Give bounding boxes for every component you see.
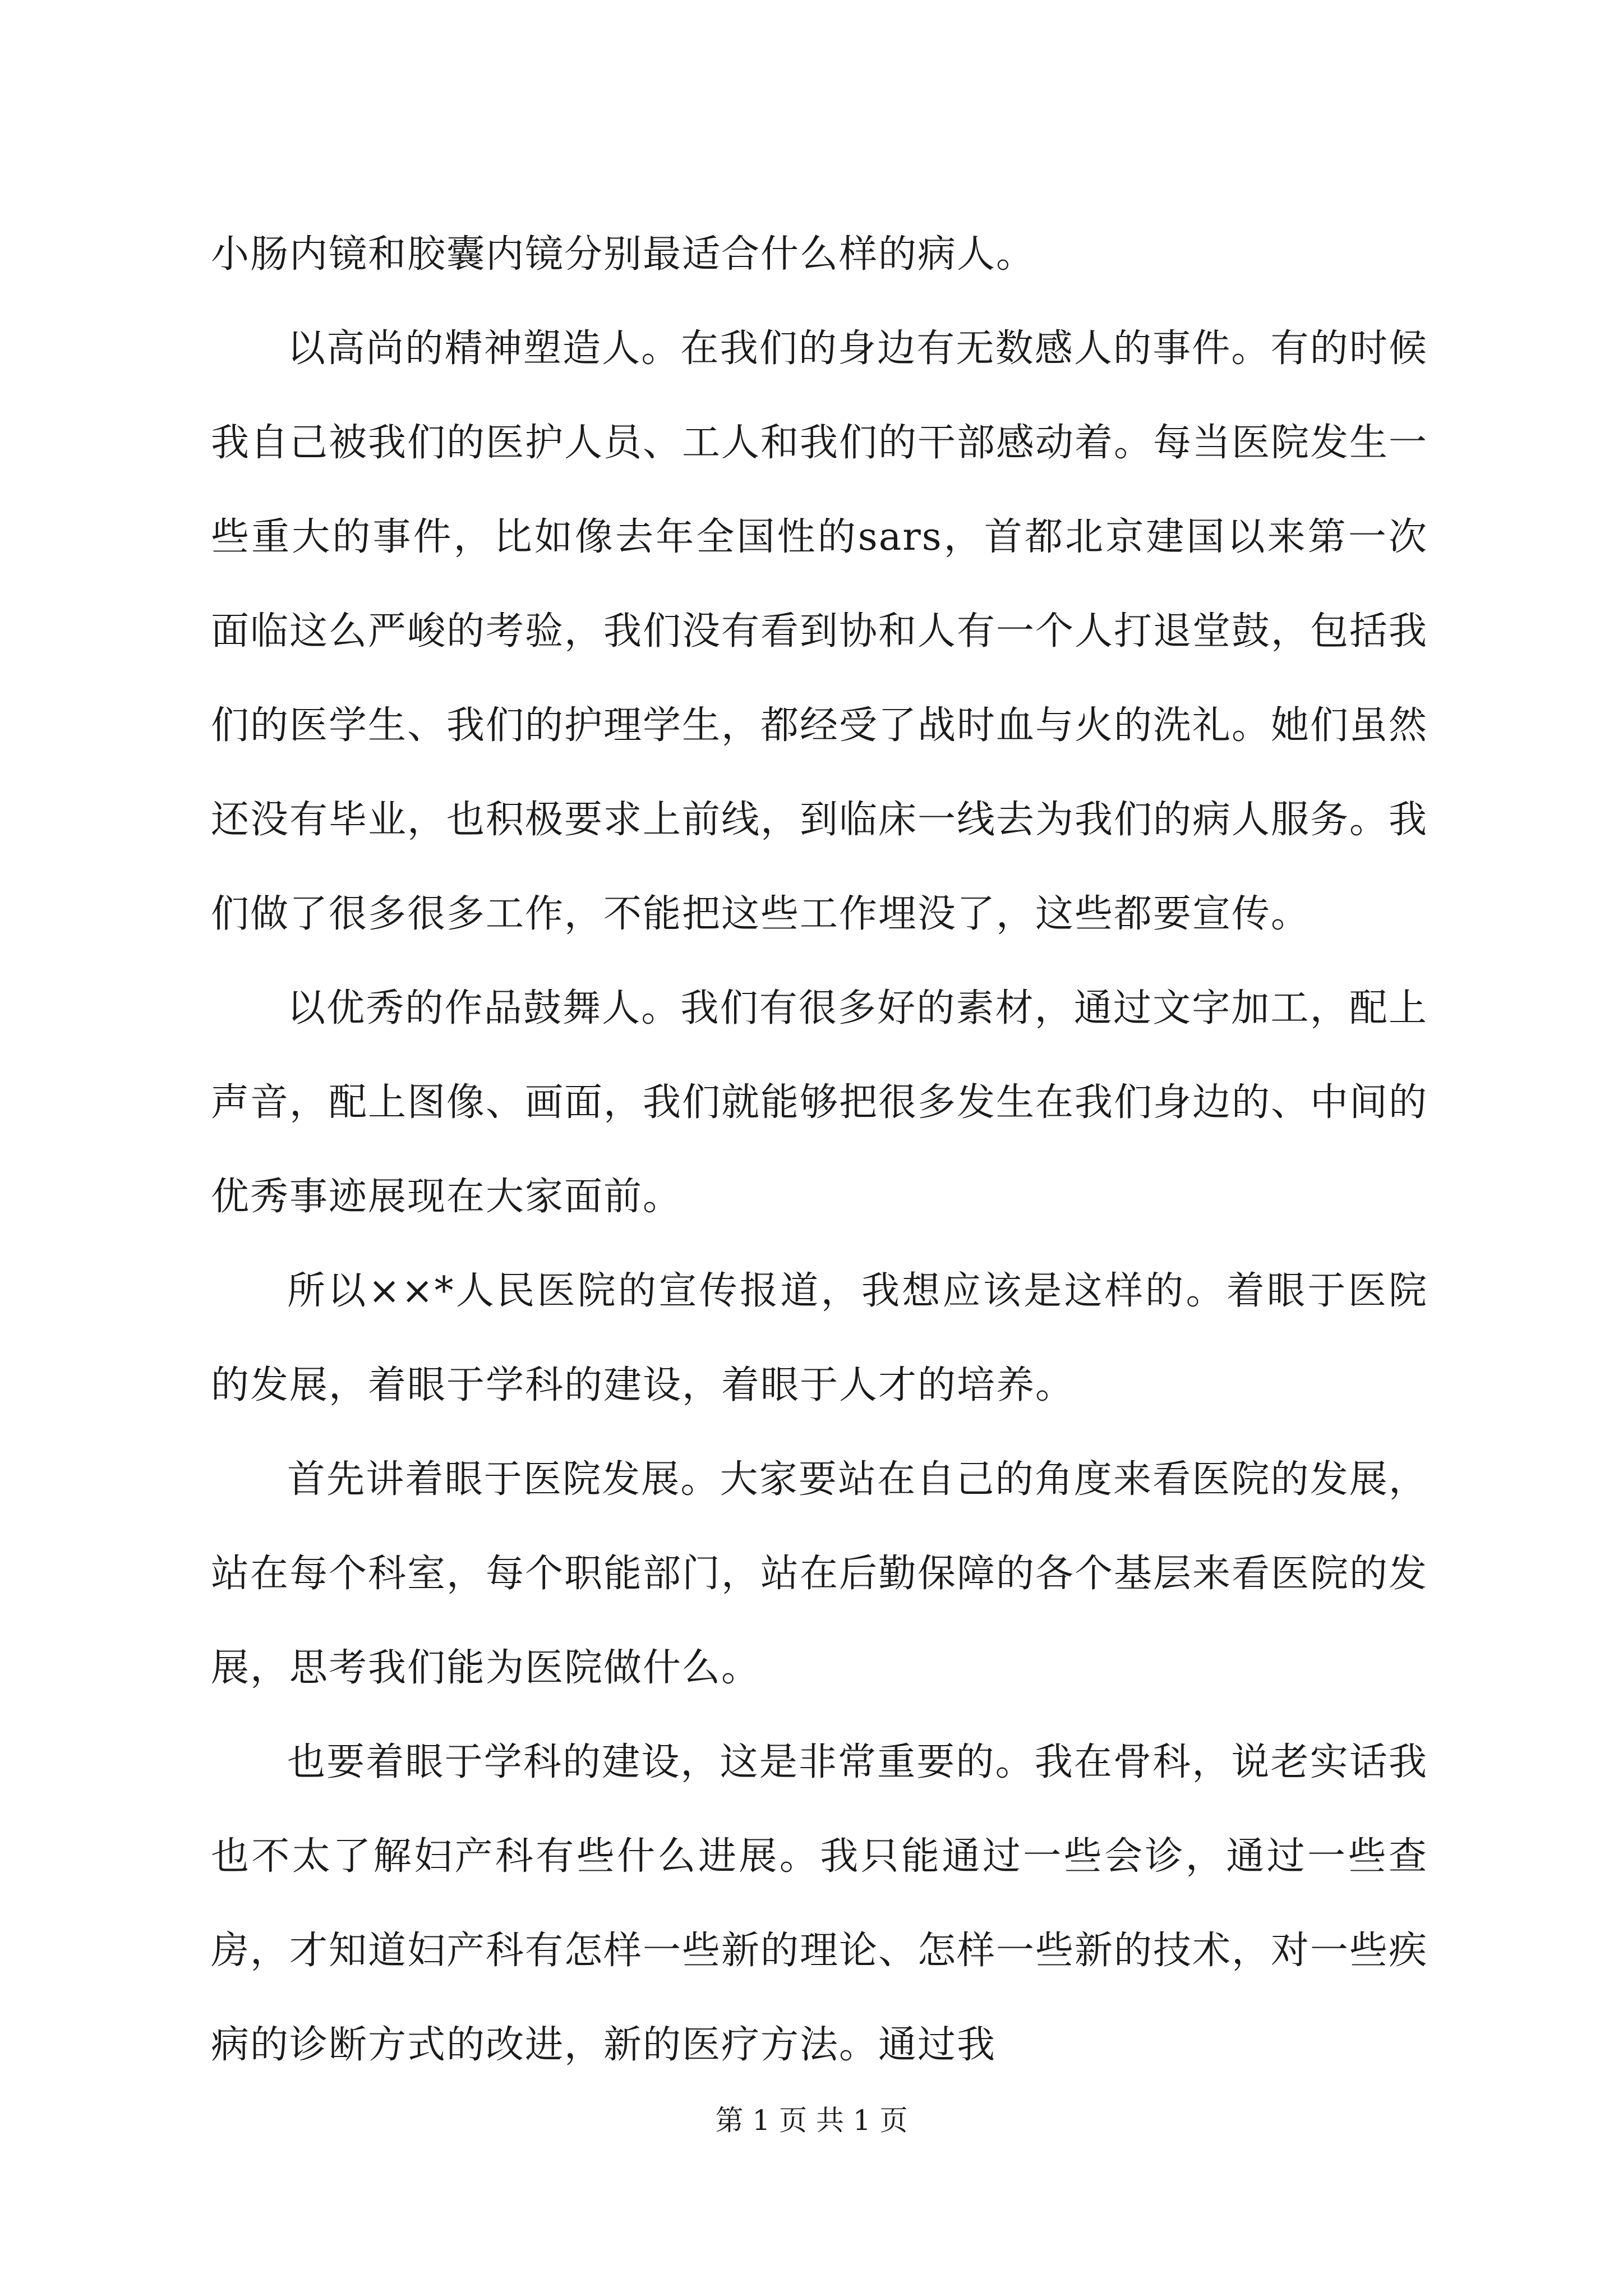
document-body [211,208,1428,2092]
paragraph-5: 首先讲着眼于医院发展。大家要站在自己的角度来看医院的发展，站在每个科室，每个职能部门，站在后勤保障的各个基层来看医院的发展，思考我们能为医院做什么。 [211,1457,1428,1690]
paragraph-2: 以高尚的精神塑造人。在我们的身边有无数感人的事件。有的时候我自己被我们的医护人员、工人和我们的干部感动着。每当医院发生一些重大的事件，比如像去年全国性的sars，首都北京建国以来第一次面临这么严峻的考验，我们没有看到协和人有一个人打退堂鼓，包括我们的医学生、我们的护理学生，都经受了战时血与火的洗礼。她们虽然还没有毕业，也积极要求上前线，到临床一线去为我们的病人服务。我们做了很多很多工作，不能把这些工作埋没了，这些都要宣传。 [211,326,1428,936]
paragraph-4: 所以××*人民医院的宣传报道，我想应该是这样的。着眼于医院的发展，着眼于学科的建设，着眼于人才的培养。 [211,1269,1428,1407]
paragraph-3: 以优秀的作品鼓舞人。我们有很多好的素材，通过文字加工，配上声音，配上图像、画面，我们就能够把很多发生在我们身边的、中间的优秀事迹展现在大家面前。 [211,986,1428,1219]
paragraph-1: 小肠内镜和胶囊内镜分别最适合什么样的病人。 [211,232,1036,277]
paragraph-6: 也要着眼于学科的建设，这是非常重要的。我在骨科，说老实话我也不太了解妇产科有些什么进展。我只能通过一些会诊，通过一些查房，才知道妇产科有怎样一些新的理论、怎样一些新的技术，对一些疾病的诊断方式的改进，新的医疗方法。通过我 [211,1740,1428,2067]
page-footer: 第 1 页 共 1 页 [715,2104,908,2137]
